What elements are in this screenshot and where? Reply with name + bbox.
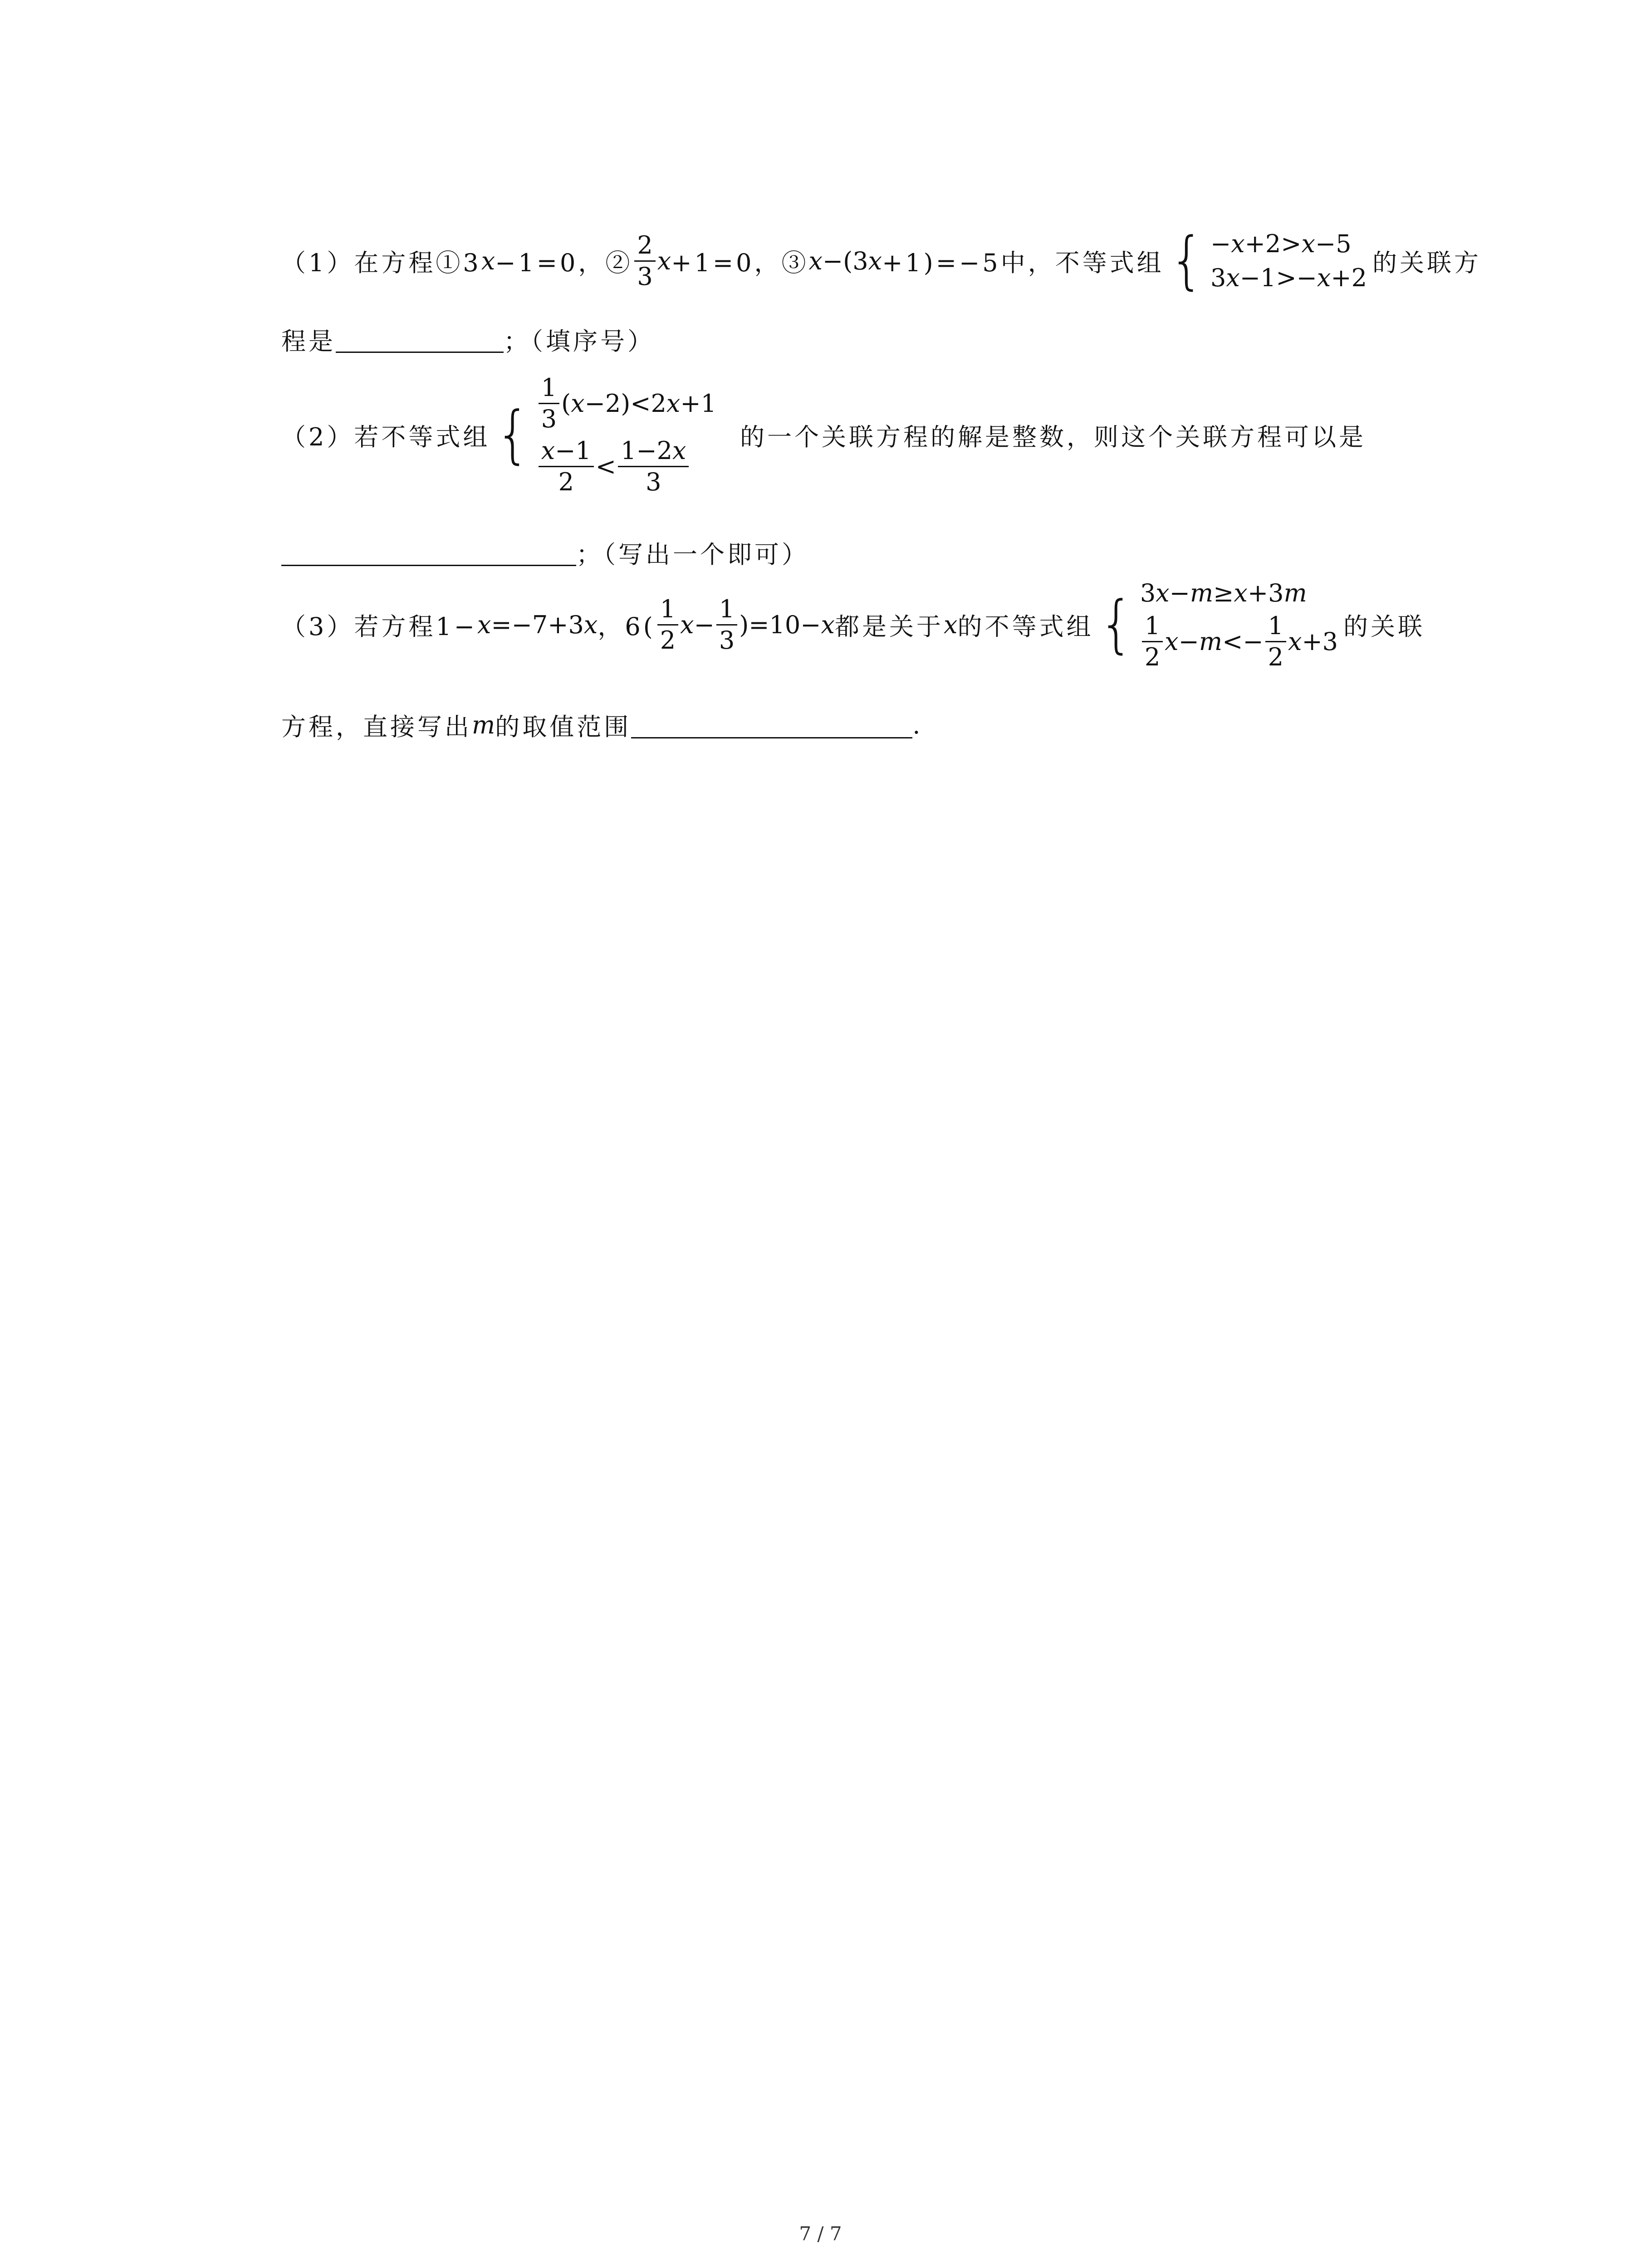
q3-line2: [281, 708, 920, 743]
q3-r2-f1-num: 1: [1144, 611, 1161, 640]
q1-prefix: （1）在方程①3: [281, 248, 481, 277]
q3-line2-mid: 的取值范围: [495, 713, 632, 741]
q1-eq1-end: −1=0，②: [495, 248, 633, 277]
var-x: x: [1301, 230, 1315, 258]
var-x: x: [666, 389, 681, 418]
q1-system-row-2: [1210, 261, 1367, 295]
left-brace-icon: {: [1169, 224, 1204, 297]
q3-line2-end: .: [912, 711, 921, 739]
q3-f1-den: 2: [660, 626, 676, 655]
q1-suffix: 的关联方: [1372, 248, 1481, 277]
q1-eq2-end: +1=0，③: [671, 248, 809, 277]
q2-r2-fraction-1: [539, 436, 594, 496]
q2-answer-blank[interactable]: [281, 539, 576, 566]
var-x: x: [1288, 627, 1302, 656]
q1-line1: [281, 224, 1481, 297]
q3-f2-num: 1: [719, 594, 735, 623]
left-brace-icon: {: [495, 398, 530, 471]
q3-system-rows: [1140, 576, 1338, 673]
var-m: m: [1199, 627, 1223, 656]
var-x: x: [680, 610, 694, 639]
q3-eq2-c: )=10−: [739, 610, 821, 639]
q3-r2-b: −: [1178, 627, 1199, 656]
var-x: x: [1234, 579, 1248, 607]
var-x: x: [821, 610, 835, 639]
q3-prefix: （3）若方程1−: [281, 612, 477, 641]
var-x: x: [571, 389, 585, 418]
var-x: x: [657, 246, 671, 275]
q3-f2-den: 3: [719, 626, 735, 655]
q3-r1-a: 3: [1140, 579, 1156, 607]
q3-r2-fraction-1: [1142, 611, 1163, 672]
q3-r2-d: +3: [1302, 627, 1338, 656]
q1-line2: [281, 322, 655, 357]
q3-r2-c: <−: [1222, 627, 1264, 656]
q1-line2-prefix: 程是: [281, 327, 336, 356]
q3-inequality-system: [1099, 576, 1338, 673]
q1-eq3-mid: −(3: [822, 246, 868, 275]
q3-fraction-1: [657, 594, 678, 655]
q1-system-rows: [1210, 227, 1367, 295]
q3-eq2-d: 都是关于: [834, 612, 944, 641]
q1-ineq1-b: +2>: [1244, 230, 1302, 258]
q3-r1-b: −: [1169, 579, 1190, 607]
q2-r1-a: (: [561, 389, 571, 418]
var-x: x: [481, 246, 495, 275]
q2-r2-frac2-den: 3: [646, 468, 661, 496]
var-m: m: [1283, 579, 1307, 607]
var-x: x: [1231, 230, 1245, 258]
q1-inequality-system: [1169, 224, 1367, 297]
var-x: x: [1156, 579, 1170, 607]
q2-r1-fraction: [539, 373, 559, 433]
q2-r2-frac1-num-b: −1: [555, 436, 591, 465]
var-x: x: [1165, 627, 1179, 656]
q2-line1: [281, 372, 1366, 498]
q3-eq1-b: =−7+3: [491, 610, 584, 639]
q3-eq2-b: −: [694, 610, 715, 639]
page-number: 7 / 7: [799, 2223, 842, 2245]
q1-ineq2-c: +2: [1331, 264, 1367, 293]
q3-r2-fraction-2: [1265, 611, 1286, 672]
q3-r2-f1-den: 2: [1144, 643, 1161, 672]
q2-r1-frac-den: 3: [541, 405, 557, 433]
q3-r1-c: ≥: [1213, 579, 1234, 607]
q3-line1: [281, 576, 1425, 673]
var-x: x: [541, 436, 555, 465]
q2-system-rows: [537, 372, 716, 498]
var-m: m: [1190, 579, 1214, 607]
q1-ineq1-c: −5: [1315, 230, 1352, 258]
q3-answer-blank[interactable]: [631, 712, 912, 738]
q3-suffix: 的关联: [1343, 612, 1425, 641]
q2-prefix: （2）若不等式组: [281, 422, 490, 451]
var-x: x: [868, 246, 882, 275]
q2-r2-frac2-num-a: 1−2: [621, 436, 673, 465]
q1-fraction: [634, 230, 655, 291]
left-brace-icon: {: [1099, 588, 1134, 661]
var-x: x: [808, 246, 823, 275]
q1-frac-num: 2: [637, 230, 653, 259]
q2-line2-suffix: ；（写出一个即可）: [576, 540, 809, 569]
q1-line2-suffix: ；（填序号）: [504, 327, 655, 356]
q2-r1-frac-num: 1: [541, 373, 557, 402]
q3-eq1-c: ，6(: [598, 612, 656, 641]
var-m: m: [472, 711, 495, 739]
q1-system-row-1: [1210, 227, 1367, 261]
q2-line2: [281, 535, 809, 570]
q3-r2-f2-num: 1: [1268, 611, 1283, 640]
var-x: x: [1226, 264, 1240, 293]
q1-frac-den: 3: [637, 262, 653, 291]
q2-r2-frac1-num: [539, 436, 594, 466]
q3-system-row-1: [1140, 576, 1338, 610]
var-x: x: [477, 610, 491, 639]
q1-ineq2-a: 3: [1210, 264, 1226, 293]
q2-r2-lt: <: [595, 452, 617, 481]
q3-r2-f2-den: 2: [1268, 643, 1283, 672]
q2-system-row-1: [537, 372, 716, 435]
q3-f1-num: 1: [660, 594, 676, 623]
q3-eq2-e: 的不等式组: [957, 612, 1094, 641]
q2-system-row-2: [537, 435, 716, 498]
q1-ineq2-b: −1>−: [1239, 264, 1317, 293]
q1-eq3-end: +1)=−5中，不等式组: [882, 248, 1164, 277]
q1-ineq1-a: −: [1210, 230, 1231, 258]
var-x: x: [1317, 264, 1331, 293]
q2-inequality-system: [495, 372, 716, 498]
var-x: x: [583, 610, 598, 639]
q1-answer-blank[interactable]: [336, 326, 504, 353]
q2-r2-frac1-den: 2: [558, 468, 574, 496]
q2-suffix: 的一个关联方程的解是整数，则这个关联方程可以是: [740, 422, 1366, 451]
q2-r1-c: +1: [680, 389, 716, 418]
var-x: x: [672, 436, 686, 465]
q2-r2-fraction-2: [618, 436, 689, 496]
q2-r2-frac2-num: [618, 436, 689, 466]
q3-fraction-2: [716, 594, 737, 655]
q2-r1-b: −2)<2: [584, 389, 666, 418]
q3-r1-d: +3: [1247, 579, 1284, 607]
var-x: x: [943, 610, 958, 639]
q3-system-row-2: [1140, 610, 1338, 673]
q3-line2-prefix: 方程，直接写出: [281, 713, 472, 741]
